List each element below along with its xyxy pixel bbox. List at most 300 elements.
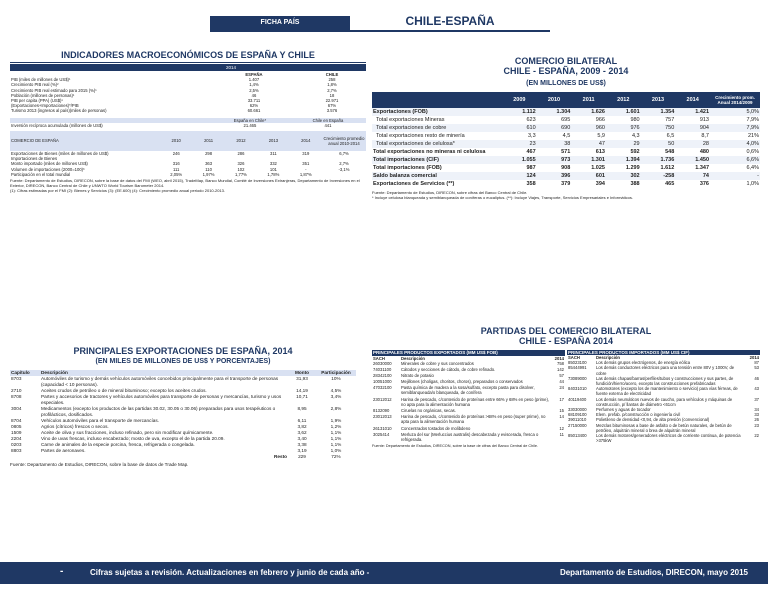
bilateral-value: 1.055 [521, 157, 536, 163]
bil-year: 2013 [651, 97, 665, 103]
bilateral-value: 690 [561, 125, 571, 131]
export-share: 1,1% [330, 430, 342, 435]
trade-value: 311 [270, 151, 277, 157]
products-block [372, 350, 760, 448]
exp-products-head: PRINCIPALES PRODUCTOS EXPORTADOS (MM US$ FOB) [373, 350, 498, 356]
indicator-spain: 46 [251, 92, 257, 98]
indicators-note: (1): Cifras estimadas por el FMI (2): Bienes y Servicios (3): (EE.600) (4): Crecimiento promedio anual periodo 2010-2013. [10, 188, 225, 194]
bilateral-value: 394 [595, 181, 605, 187]
product-value: 23 [754, 422, 759, 428]
bilateral-growth: 6,6% [746, 157, 759, 163]
indicator-chile: 258 [328, 77, 336, 83]
product-value: 24 [559, 384, 564, 390]
bil-year: 2014 [686, 97, 699, 103]
product-value: 12 [559, 425, 564, 431]
export-amount: 3,38 [297, 442, 307, 447]
bilateral-value: 1.354 [660, 109, 675, 115]
trade-label: Importaciones de Bienes [11, 156, 58, 162]
indicators-block [10, 72, 366, 193]
product-desc: Automotores (excepto los de mantenimiento o servicio) para vías férreas, de fuente externa de electricidad [596, 386, 738, 397]
products-title-1: PARTIDAS DEL COMERCIO BILATERAL [480, 326, 652, 336]
indicator-chile: 1,8% [327, 82, 337, 88]
trade-growth [322, 172, 366, 177]
bilateral-row [372, 140, 760, 148]
product-desc: Polietileno de densidad <0,94, de alta presión (convencional) [596, 417, 710, 423]
trade-year: 2013 [268, 138, 279, 144]
product-desc: Las demás chapas/barras/perfiles/tubos y construcciones y sus partes, de fundición/hierro/acero, excepto las construcciones prefabricadas [596, 375, 734, 387]
indicator-spain: 62% [249, 103, 259, 109]
bilateral-value: 8,7 [701, 133, 709, 139]
bilateral-value: 913 [699, 117, 709, 123]
product-desc: Cátodos y secciones de cátodo, de cobre refinado. [401, 367, 496, 373]
bilateral-value: 1.450 [695, 157, 709, 163]
export-cap: 2204 [11, 436, 22, 441]
product-code: 8132090 [373, 408, 390, 414]
export-desc: Agrios (cítricos) frescos o secos. [41, 424, 109, 429]
export-desc: Carne de animales de la especie porcina, fresca, refrigerada o congelada. [41, 442, 195, 447]
pp-h-sach: SACH [568, 355, 580, 360]
export-amount: 3,40 [297, 436, 307, 441]
bil-year: 2011 [582, 97, 595, 103]
export-row [10, 376, 356, 388]
bilateral-value: 29 [633, 141, 640, 147]
exports-source: Fuente: Departamento de Estudios, DIRECON, sobre la base de datos de Trade Map. [10, 462, 189, 467]
product-code: 73089000 [568, 375, 587, 381]
trade-value: 1,97% [202, 171, 215, 177]
product-desc: Pasta química de madera a la sosa/sulfato, excepto pasta para disolver, semiblanqueada/o blanqueada, de conífera [401, 384, 535, 396]
product-code: 27150000 [568, 422, 587, 428]
bilateral-value: 1.301 [591, 157, 605, 163]
export-amount: 8,95 [297, 406, 307, 411]
indicator-label: PIB (miles de millones de US$)¹ [11, 77, 71, 83]
export-cap [10, 454, 40, 460]
bilateral-value: 1.601 [625, 109, 640, 115]
product-code: 26131010 [373, 425, 392, 431]
product-value: 44 [559, 379, 564, 384]
bilateral-table [372, 92, 760, 188]
trade-value: 1,87% [299, 171, 312, 177]
trade-value: 351 [302, 161, 310, 167]
bilateral-value: 38 [564, 141, 571, 147]
export-amount: 31,93 [296, 376, 308, 381]
col-chile: CHILE [325, 72, 339, 77]
export-cap: 8708 [11, 394, 22, 399]
export-desc: Automóviles de turismo y demás vehículos automóviles concebidos principalmente para el transporte de personas (capacidad < 10 personas). [41, 376, 279, 387]
product-value: 26 [754, 417, 759, 423]
bilateral-value: 904 [699, 125, 709, 131]
trade-value: 1,78% [267, 171, 280, 177]
product-desc: Concentrados tostados de molibdeno [401, 425, 471, 431]
product-row [372, 397, 565, 409]
bilateral-title-2: CHILE - ESPAÑA, 2009 - 2014 [503, 66, 629, 76]
trade-value: 286 [237, 151, 245, 157]
product-code: 23012013 [373, 414, 392, 420]
trade-title: COMERCIO DE ESPAÑA [11, 138, 59, 144]
bilateral-value: 1.304 [556, 109, 571, 115]
trade-value: 316 [172, 161, 180, 167]
bilateral-value: 124 [526, 173, 536, 179]
export-desc: Aceites crudos de petróleo o de mineral bituminoso; excepto los aceites crudos. [41, 388, 207, 393]
product-desc: Minerales de cobre y sus concentrados [401, 361, 474, 367]
product-code: 85023100 [568, 360, 587, 366]
trade-label: Volumen de importaciones (2000=100)³ [11, 166, 85, 172]
trade-growth-head: Crecimiento promedio anual 2010-2014 [323, 135, 365, 147]
trade-growth: 2,7% [339, 161, 349, 167]
export-share: 10% [331, 376, 341, 381]
indicator-spain: 60.661 [247, 108, 261, 114]
product-desc: Perfumes y aguas de tocador [596, 407, 651, 413]
bilateral-value: 980 [630, 117, 640, 123]
bilateral-row [372, 148, 760, 156]
product-code: 68109100 [568, 412, 587, 418]
bilateral-value: 1.112 [522, 109, 536, 115]
indicator-label: (Exportaciones+Importaciones)*/PIB [11, 103, 79, 109]
bilateral-growth: 21% [747, 133, 759, 139]
bilateral-value: 358 [526, 181, 536, 187]
bilateral-row [372, 164, 760, 172]
product-code: 39011010 [568, 417, 587, 423]
product-code: 26030000 [373, 361, 392, 367]
bilateral-value: 4,3 [631, 133, 640, 139]
inv-label: Inversión recíproca acumulada (millones de US$) [11, 122, 103, 128]
indicator-label: Crecimiento PIB real (%)² [11, 82, 59, 88]
indicator-spain: 2,5% [249, 87, 259, 93]
export-share: 1,2% [330, 424, 342, 429]
product-value: 142 [557, 367, 564, 373]
indicator-chile: 18 [329, 92, 335, 98]
product-code: 74031100 [373, 367, 392, 373]
trade-value: 101 [269, 166, 277, 172]
exp-h-desc: Descripción [41, 370, 68, 375]
bilateral-label: Total exportaciones de cobre [376, 125, 447, 131]
export-cap: 0203 [11, 442, 22, 447]
pp-h-desc: Descripción [401, 355, 425, 361]
bilateral-source: Fuente: Departamento de Estudios, DIRECON, sobre cifras del Banco Central de Chile. [372, 190, 528, 195]
indicator-chile: 2,7% [327, 87, 337, 93]
bilateral-row [372, 124, 760, 132]
indicator-label: PIB per capita (PPA) (US$)¹ [11, 98, 63, 104]
exports-table [10, 370, 356, 460]
bil-year: 2009 [513, 97, 526, 103]
export-desc: Resto [273, 454, 287, 459]
export-amount: 3,82 [297, 424, 307, 429]
bilateral-value: 3,3 [528, 133, 536, 139]
indicator-chile: 3.576 [326, 108, 338, 114]
trade-table [10, 131, 366, 177]
bilateral-value: 1.626 [591, 109, 605, 115]
export-amount: 3,62 [297, 430, 307, 435]
export-cap: 8803 [11, 448, 22, 453]
product-row [567, 365, 760, 375]
export-share: 2,8% [330, 406, 342, 411]
bilateral-value: 1.299 [625, 165, 640, 171]
bilateral-value: 571 [561, 149, 571, 155]
product-code: 10051000 [373, 379, 392, 384]
bilateral-label: Total importaciones (FOB) [373, 165, 442, 171]
bilateral-value: 480 [699, 149, 709, 155]
indicators-year: 2014 [10, 64, 366, 71]
product-value: 43 [754, 386, 759, 392]
bilateral-label: Exportaciones (FOB) [373, 109, 428, 115]
investment-table [10, 118, 366, 128]
indicator-label: Crecimiento PIB real estimado para 2015 (%)¹ [11, 87, 97, 93]
bilateral-value: 695 [561, 117, 571, 123]
exports-subtitle: (EN MILES DE MILLONES DE US$ Y PORCENTAJES) [95, 358, 271, 365]
product-code: 85444991 [568, 365, 587, 371]
bilateral-value: 1.421 [695, 109, 709, 115]
product-desc: Los demás neumáticos nuevos de caucho, para vehículos y máquinas de construcción, p/ llantas de diámetro <61cm [596, 396, 733, 407]
exp-h-amt: Monto [294, 370, 310, 375]
product-code: 3025414 [373, 431, 390, 437]
export-cap: 8704 [11, 418, 22, 423]
indicator-spain: 33.711 [247, 98, 261, 104]
bilateral-growth: 0,6% [746, 149, 759, 155]
indicator-chile: 22.971 [325, 98, 339, 104]
bilateral-growth: 7,9% [746, 125, 759, 131]
pp-h-sach: SACH [373, 355, 385, 361]
export-desc: Medicamentos (excepto los productos de las partidas 30.02, 30.05 o 30.06) preparados para usos terapéuticos o profilácticos, dosificados. [41, 406, 276, 417]
bilateral-value: 379 [561, 181, 571, 187]
trade-value: 102 [237, 166, 245, 172]
export-share: 1,9% [330, 418, 342, 423]
bilateral-value: 74 [702, 173, 709, 179]
product-value: 758 [557, 361, 564, 367]
export-desc: Partes y accesorios de tractores y vehículos automóviles para transporte de personas y mercancías, turismo y usos especiales. [41, 394, 282, 405]
indicator-spain: 1,4% [249, 82, 259, 88]
bilateral-row [372, 108, 760, 116]
exp-h-cap: Capítulo [11, 370, 30, 375]
bilateral-value: 388 [630, 181, 640, 187]
export-row [10, 406, 356, 418]
trade-year: 2012 [236, 138, 246, 144]
bilateral-value: 757 [665, 117, 675, 123]
export-amount: 3,19 [297, 448, 307, 453]
bilateral-growth: 6,4% [746, 165, 759, 171]
product-value: 87 [754, 360, 759, 366]
inv-col2: Chile en España [312, 117, 344, 123]
bilateral-value: 302 [630, 173, 640, 179]
ficha-pais-tag: FICHA PAÍS [210, 16, 350, 30]
bilateral-value: 5,9 [597, 133, 605, 139]
bilateral-value: 987 [526, 165, 536, 171]
export-desc: Aceite de oliva y sus fracciones, incluso refinado, pero sin modificar químicamente. [41, 430, 214, 435]
indicators-title: INDICADORES MACROECONÓMICOS DE ESPAÑA Y CHILE [61, 50, 315, 60]
product-desc: Los demás motores/generadores eléctricos de corriente continua, de potencia >375kW [596, 433, 741, 444]
product-desc: Mezclas bituminosas a base de asfalto o de betún naturales, de betún de petróleo, alquitrán mineral o brea de alquitrán mineral [596, 422, 732, 433]
product-value: 17 [559, 396, 564, 402]
bilateral-value: 908 [561, 165, 571, 171]
product-value: 14 [559, 414, 564, 420]
export-share: 1,0% [330, 448, 342, 453]
product-value: 53 [754, 365, 759, 371]
trade-growth: -3,1% [338, 166, 350, 172]
exports-block [10, 370, 356, 467]
indicators-table [10, 72, 366, 114]
product-value: 34 [754, 407, 759, 413]
inv-col1: España en Chile* [233, 117, 267, 123]
bilateral-value: 467 [526, 149, 536, 155]
bilateral-value: 1.025 [591, 165, 605, 171]
bilateral-value: 1.736 [660, 157, 675, 163]
export-cap: 1509 [11, 430, 22, 435]
product-code: 85013400 [568, 433, 587, 439]
export-desc: Partes de aeronaves. [41, 448, 86, 453]
inv-cl: 441 [324, 122, 332, 128]
export-share: 3,4% [330, 394, 342, 399]
product-row [567, 376, 760, 386]
bilateral-value: -258 [663, 173, 675, 179]
bil-growth-head: Crecimiento prom. Anual 2014/2009 [715, 95, 755, 105]
product-desc: Elem. prefab. p/construcción o ingeniería civil [596, 412, 681, 418]
trade-row [10, 172, 366, 177]
bilateral-label: Total exportaciones Mineras [376, 117, 445, 123]
page-title: CHILE-ESPAÑA [405, 14, 495, 28]
trade-year: 2010 [171, 138, 181, 144]
trade-value: 298 [205, 151, 213, 157]
indicator-label: Población (millones de personas)¹ [11, 92, 75, 98]
bilateral-growth: 7,9% [746, 117, 759, 123]
export-share: 1,1% [330, 436, 342, 441]
export-row [10, 394, 356, 406]
export-row [10, 454, 356, 460]
trade-value: 332 [269, 161, 277, 167]
product-value: 33 [754, 412, 759, 418]
bil-year: 2012 [617, 97, 630, 103]
product-row [567, 397, 760, 407]
product-code: 33030000 [568, 407, 587, 413]
product-desc: Los demás conductores eléctricos para una tensión entre 80V y 1000V, de cobre [596, 365, 735, 376]
products-title-2: CHILE - ESPAÑA 2014 [518, 336, 614, 346]
product-row [567, 386, 760, 396]
trade-value: 319 [302, 151, 310, 157]
bilateral-value: 6,5 [666, 133, 675, 139]
bilateral-label: Saldo balanza comercial [373, 173, 437, 179]
indicator-spain: 1.407 [248, 77, 260, 83]
product-row [567, 433, 760, 443]
export-amount: 6,11 [297, 418, 307, 423]
export-amount: 10,71 [296, 394, 308, 399]
bilateral-value: 750 [665, 125, 675, 131]
bilateral-growth: 4,0% [746, 141, 759, 147]
footer-right: Departamento de Estudios, DIRECON, mayo 2015 [559, 568, 748, 577]
export-desc: Vehículos automóviles para el transporte de mercancías. [41, 418, 160, 423]
bilateral-label: Exportaciones de Servicios (**) [373, 181, 455, 187]
product-row [567, 423, 760, 433]
bilateral-growth: 5,0% [746, 109, 759, 115]
export-cap: 3004 [11, 406, 22, 411]
bilateral-value: 613 [595, 149, 605, 155]
bilateral-value: 396 [561, 173, 571, 179]
imported-products-table [567, 350, 760, 443]
bilateral-title-1: COMERCIO BILATERAL [514, 56, 618, 66]
bilateral-label: Total exportaciones resto de minería [376, 133, 465, 139]
pp-h-year: 2014 [749, 355, 759, 360]
bilateral-value: 623 [526, 117, 536, 123]
footer-bar [0, 562, 768, 584]
bilateral-row [372, 116, 760, 124]
products-source: Fuente: Departamento de Estudios, DIRECON, sobre la base de cifras del Banco Central de Chile. [372, 444, 539, 449]
bilateral-value: 1.347 [695, 165, 709, 171]
bilateral-row [372, 172, 760, 180]
products-title [372, 326, 760, 346]
product-value: 15 [559, 408, 564, 414]
bilateral-label: Total exportaciones de celulosa* [376, 141, 455, 147]
footer-left: Cifras sujetas a revisión. Actualizaciones en febrero y junio de cada año - [90, 568, 370, 577]
pp-h-desc: Descripción [596, 355, 620, 360]
bilateral-value: 28 [702, 141, 709, 147]
export-cap: 2710 [11, 388, 22, 393]
product-desc: Harina de pescado, c/contenido de proteínas >68% en peso (super prime), no apta para la alimentación humana [401, 414, 546, 425]
trade-label: Participación en el total mundial [11, 171, 71, 177]
bilateral-label: Total exportaciones no mineras ni celulosa [373, 149, 486, 155]
bilateral-value: 601 [595, 173, 605, 179]
pp-h-year: 2014 [554, 355, 564, 361]
bilateral-value: 23 [529, 141, 536, 147]
bilateral-growth: - [757, 173, 759, 179]
export-cap: 0805 [11, 424, 22, 429]
product-desc: Ciruelas no orgánicas, secas. [401, 408, 456, 414]
export-cap: 8703 [11, 376, 22, 381]
trade-label: Monto importado (miles de millones US$) [11, 161, 88, 167]
bilateral-value: 50 [668, 141, 675, 147]
bilateral-row [372, 156, 760, 164]
imp-products-head: PRINCIPALES PRODUCTOS IMPORTADOS (MM US$ CIF) [568, 350, 690, 355]
trade-value: 2,05% [170, 171, 183, 177]
export-amount: 14,19 [296, 388, 308, 393]
trade-value: 363 [205, 161, 213, 167]
product-value: 11 [559, 431, 564, 437]
product-row [372, 385, 565, 397]
bilateral-label: Total importaciones (CIF) [373, 157, 439, 163]
col-spain: ESPAÑA [245, 72, 263, 77]
trade-value: - [305, 166, 307, 172]
indicator-label: Turismo 2013 (ingresos al país)(miles de personas) [11, 108, 107, 114]
product-desc: Mejillones (choligas, choritos, choros), preparados o conservados [401, 379, 523, 384]
exp-h-share: Participación [321, 370, 351, 375]
bilateral-value: 592 [630, 149, 640, 155]
product-value: 57 [559, 373, 564, 379]
exported-products-table [372, 350, 565, 443]
bil-year: 2010 [547, 97, 561, 103]
trade-value: 1,77% [235, 171, 247, 177]
exports-title: PRINCIPALES EXPORTACIONES DE ESPAÑA, 2014 [73, 346, 293, 356]
product-code: 84031010 [568, 386, 587, 392]
bilateral-value: 465 [665, 181, 675, 187]
product-desc: Los demás grupos electrógenos, de energía eólica [596, 360, 691, 366]
bilateral-value: 966 [595, 117, 605, 123]
export-amount: 229 [298, 454, 306, 459]
header-divider [210, 30, 550, 32]
trade-value: 111 [173, 166, 180, 172]
indicators-divider [10, 62, 366, 63]
product-value: 46 [754, 375, 759, 381]
bilateral-row [372, 132, 760, 140]
export-share: 1,1% [330, 442, 342, 447]
product-desc: Harina de pescado, c/contenido de proteínas entre 66% y 68% en peso (prime), no apta para la alimentación humana [401, 396, 550, 407]
product-code: 23012012 [373, 396, 392, 402]
bilateral-value: 960 [595, 125, 605, 131]
trade-value: 326 [237, 161, 245, 167]
product-row [372, 414, 565, 426]
bilateral-value: 1.612 [660, 165, 675, 171]
bilateral-value: 548 [665, 149, 675, 155]
product-code: 40119400 [568, 396, 587, 402]
bilateral-value: 1.394 [625, 157, 640, 163]
export-share: 4,5% [330, 388, 342, 393]
product-desc: Merluza del sur (Merluccius australis) descabezada y eviscerada, fresca o refrigerada. [401, 431, 539, 442]
indicator-chile: 67% [327, 103, 337, 109]
product-value: 37 [754, 396, 759, 402]
